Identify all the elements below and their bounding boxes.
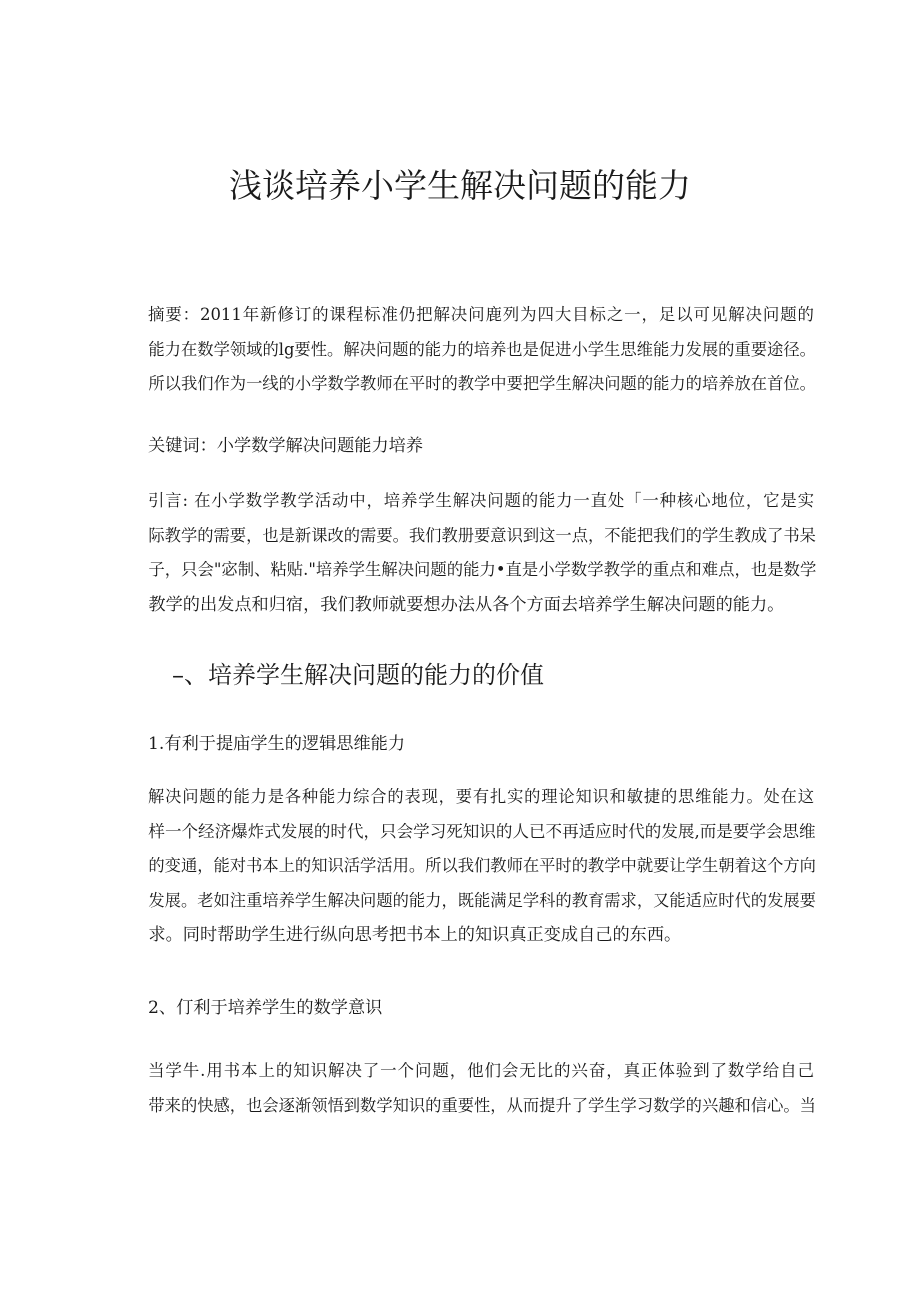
abstract-line: 摘要：2011年新修订的课程标准仍把解决问鹿列为四大目标之一，足以可见解决问题的 <box>148 305 814 324</box>
subsection-title: 2、仃利于培养学生的数学意识 <box>148 998 383 1018</box>
subsection-2-paragraph <box>114 1054 814 1123</box>
introduction-line: 际教学的需要，也是新课改的需要。我们教册要意识到这一点，不能把我们的学生教成了书呆 <box>148 525 816 545</box>
abstract-line: 能力在数学领域的lg要性。解决问题的能力的培养也是促进小学生思维能力发展的重要途径。 <box>148 339 816 359</box>
keywords-line: 关键词：小学数学解决问题能力培养 <box>148 436 424 456</box>
document-title: 浅谈培养小学生解决问题的能力 <box>229 166 691 205</box>
abstract-line: 所以我们作为一线的小学数学教师在平时的教学中要把学生解决问题的能力的培养放在首位。 <box>148 374 816 393</box>
paragraph-line: 求。同时帮助学生进行纵向思考把书本上的知识真正变成自己的东西。 <box>148 925 682 945</box>
abstract-paragraph <box>114 298 814 402</box>
paragraph-line: 带来的快感，也会逐渐领悟到数学知识的重要性，从而提升了学生学习数学的兴趣和信心。当 <box>148 1095 816 1115</box>
paragraph-line: 当学牛.用书本上的知识解决了一个问题，他们会无比的兴奋，真正体验到了数学给自己 <box>148 1061 814 1080</box>
introduction-line: 教学的出发点和归宿，我们教师就要想办法从各个方面去培养学生解决问题的能力。 <box>148 594 785 615</box>
paragraph-line: 的变通，能对书本上的知识活学活用。所以我们教师在平时的教学中就要让学生朝着这个方向 <box>148 856 816 875</box>
paragraph-line: 解决问题的能力是各种能力综合的表现，要有扎实的理论知识和敏捷的思维能力。处在这 <box>148 787 814 806</box>
subsection-1-paragraph <box>114 780 814 953</box>
section-heading: –、培养学生解决问题的能力的价值 <box>172 661 544 689</box>
introduction-line: 引言: 在小学数学教学活动中，培养学生解决问题的能力一直处「一种核心地位，它是实 <box>148 491 814 510</box>
subsection-title: 1.有利于提庙学生的逻辑思维能力 <box>148 734 406 754</box>
paragraph-line: 发展。老如注重培养学生解决问题的能力，既能满足学科的教育需求，又能适应时代的发展要 <box>148 890 816 910</box>
paragraph-line: 样一个经济爆炸式发展的时代，只会学习死知识的人已不再适应时代的发展,而是要学会思维 <box>148 821 816 841</box>
introduction-line: 子，只会"宓制、粘贴."培养学生解决问题的能力•直是小学数学教学的重点和难点，也是数学 <box>148 560 817 579</box>
introduction-paragraph <box>114 484 817 622</box>
